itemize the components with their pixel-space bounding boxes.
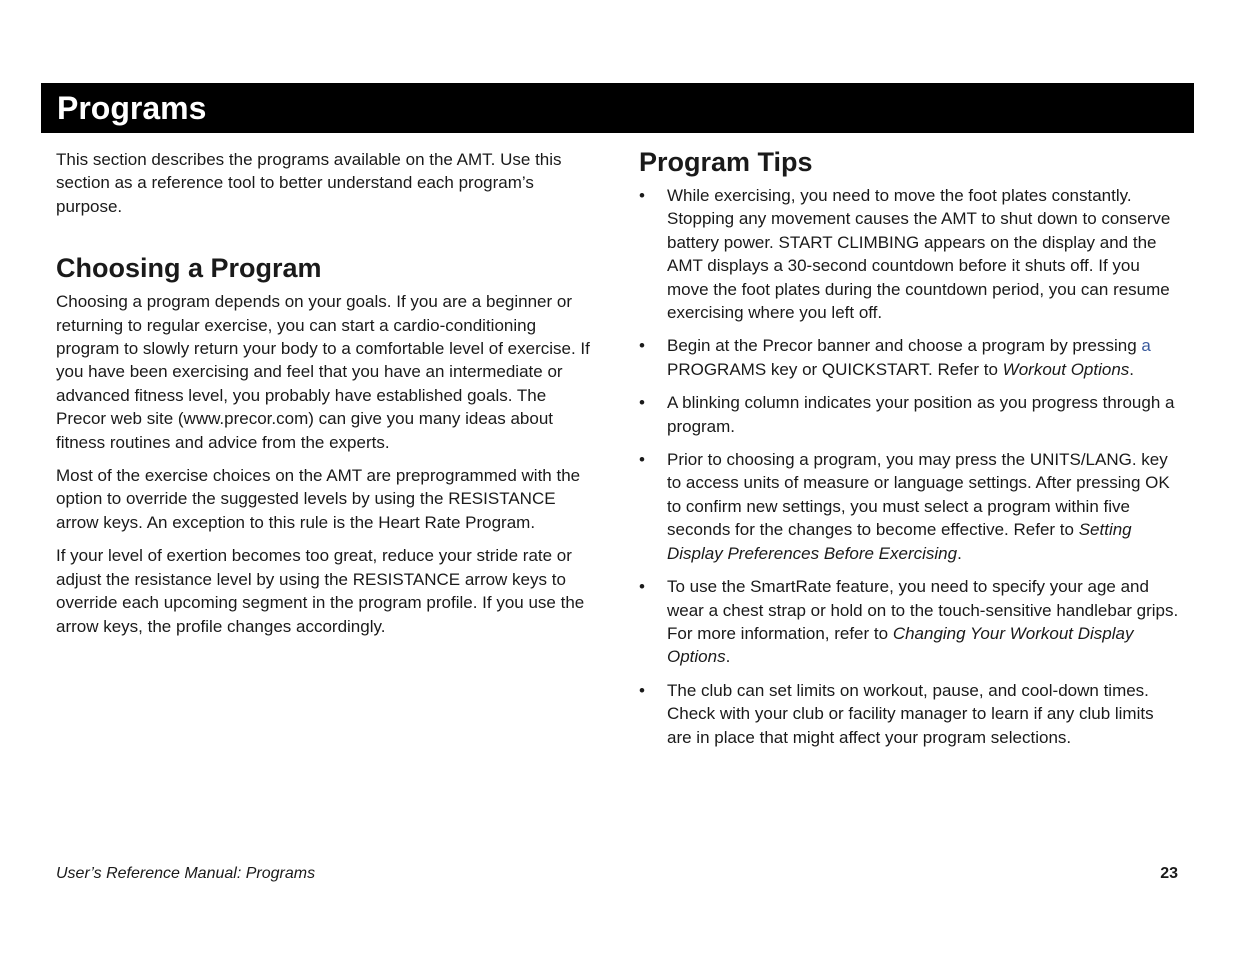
- bullet-icon: •: [639, 336, 645, 356]
- bullet-icon: •: [639, 186, 645, 205]
- list-item: • While exercising, you need to move the foot plates constantly. Stopping any movement causes the AMT to shut down to conserve battery power. START CLIMBING appears on the display and the AMT displays a 30-second countdown before it shuts off. If you move the foot plates during the countdown period, you can resume exercising where you left off.: [639, 186, 1171, 323]
- right-column: [639, 148, 1179, 759]
- page-number: 23: [1160, 865, 1178, 882]
- body-paragraph: Most of the exercise choices on the AMT are preprogrammed with the option to override the suggested levels by using the RESISTANCE arrow keys. An exception to this rule is the Heart Rate Program.: [56, 466, 581, 532]
- intro-paragraph: This section describes the programs available on the AMT. Use this section as a reference tool to better understand each program’s purpose.: [56, 150, 562, 216]
- inline-link[interactable]: a: [1141, 336, 1151, 356]
- program-tips-heading: Program Tips: [639, 147, 813, 177]
- body-paragraph: Choosing a program depends on your goals. If you are a beginner or returning to regular exercise, you can start a cardio-conditioning program to slowly return your body to a comfortable level of exercise. If you have been exercising and feel that you have an intermediate or advanced fitness level, you probably have established goals. The Precor web site (www.precor.com) can give you many ideas about fitness routines and advice from the experts.: [56, 292, 590, 452]
- cross-reference: Changing Your Workout Display Options: [667, 623, 1134, 667]
- list-item: • A blinking column indicates your position as you progress through a program.: [639, 393, 1175, 436]
- bullet-icon: •: [639, 680, 645, 700]
- bullet-icon: •: [639, 393, 645, 413]
- cross-reference: Setting Display Preferences Before Exercising: [667, 520, 1132, 563]
- choosing-program-heading: Choosing a Program: [56, 253, 322, 284]
- list-item: • Begin at the Precor banner and choose a program by pressing a PROGRAMS key or QUICKSTART. Refer to Workout Options.: [639, 336, 1151, 379]
- bullet-icon: •: [639, 577, 645, 597]
- list-item: • The club can set limits on workout, pause, and cool-down times. Check with your club or facility manager to learn if any club limits are in place that might affect your program selections.: [639, 680, 1154, 747]
- tips-list: [639, 184, 1179, 749]
- page-title: Programs: [57, 90, 207, 126]
- bullet-icon: •: [639, 450, 645, 470]
- section-title-bar: [41, 83, 1194, 133]
- list-item: • To use the SmartRate feature, you need to specify your age and wear a chest strap or hold on to the touch-sensitive handlebar grips. For more information, refer to Changing Your Workout Display Options.: [639, 577, 1179, 667]
- body-paragraph: If your level of exertion becomes too great, reduce your stride rate or adjust the resistance level by using the RESISTANCE arrow keys to override each upcoming segment in the program profile. If you use the arrow keys, the profile changes accordingly.: [56, 546, 585, 636]
- left-column: [56, 148, 596, 648]
- list-item: • Prior to choosing a program, you may press the UNITS/LANG. key to access units of measure or language settings. After pressing OK to confirm new settings, you must select a program within five seconds for the changes to become effective. Refer to Setting Display Preferences Before Exercising.: [639, 450, 1170, 563]
- footer-manual-title: User’s Reference Manual: Programs: [56, 865, 316, 882]
- cross-reference: Workout Options: [1002, 359, 1130, 379]
